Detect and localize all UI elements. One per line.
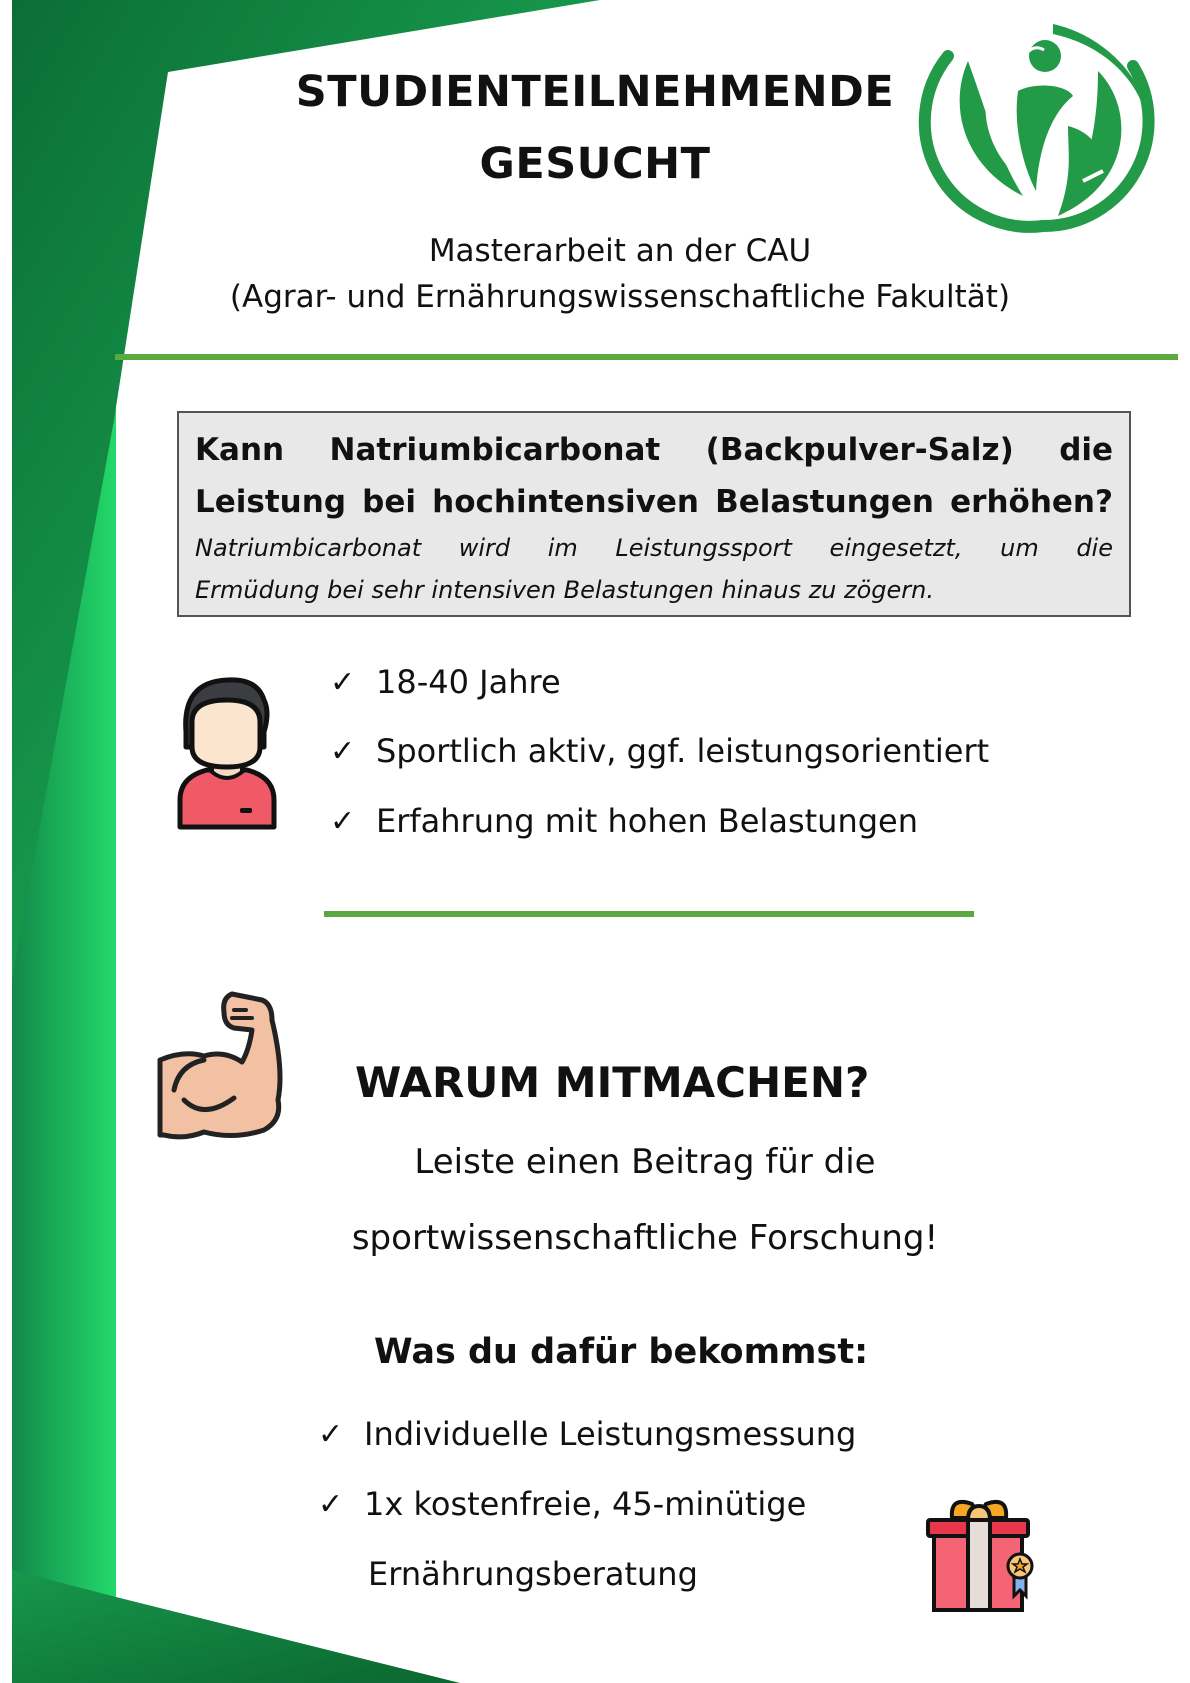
checkmark-icon: ✓ (330, 733, 356, 769)
poster-title-line2: GESUCHT (479, 139, 711, 189)
requirement-item: ✓ Sportlich aktiv, ggf. leistungsorientiert (330, 732, 990, 770)
benefit-item: ✓ 1x kostenfreie, 45-minütige (318, 1485, 807, 1523)
checkmark-icon: ✓ (318, 1486, 344, 1522)
why-heading: WARUM MITMACHEN? (355, 1058, 870, 1107)
checkmark-icon: ✓ (330, 803, 356, 839)
subtitle-line1: Masterarbeit an der CAU (428, 233, 812, 269)
why-text-line1: Leiste einen Beitrag für die (414, 1142, 876, 1182)
requirement-item: ✓ 18-40 Jahre (330, 663, 561, 701)
leaf-person-logo-icon (918, 16, 1168, 236)
section-divider-top (115, 354, 1178, 360)
question-title-line2: Leistung bei hochintensiven Belastungen erhöhen? (195, 484, 1113, 520)
checkmark-icon: ✓ (318, 1416, 344, 1452)
research-question-box (177, 411, 1131, 617)
gift-box-icon (922, 1496, 1042, 1616)
poster-title-line1: STUDIENTEILNEHMENDE (295, 67, 895, 117)
subtitle-line2: (Agrar- und Ernährungswissenschaftliche Fakultät) (229, 279, 1011, 315)
benefit-item: ✓ Individuelle Leistungsmessung (318, 1415, 857, 1453)
checkmark-icon: ✓ (330, 664, 356, 700)
question-description-line2: Ermüdung bei sehr intensiven Belastungen hinaus zu zögern. (195, 576, 935, 604)
why-text-line2: sportwissenschaftliche Forschung! (351, 1218, 939, 1258)
section-divider-middle (324, 911, 974, 917)
flexed-biceps-icon (154, 990, 314, 1150)
benefit-item-continuation: Ernährungsberatung (368, 1555, 698, 1593)
benefits-heading: Was du dafür bekommst: (374, 1332, 869, 1372)
question-description-line1: Natriumbicarbonat wird im Leistungssport eingesetzt, um die (195, 534, 1113, 562)
person-avatar-icon (172, 672, 282, 832)
requirement-item: ✓ Erfahrung mit hohen Belastungen (330, 802, 918, 840)
question-title-line1: Kann Natriumbicarbonat (Backpulver-Salz) die (195, 432, 1114, 468)
